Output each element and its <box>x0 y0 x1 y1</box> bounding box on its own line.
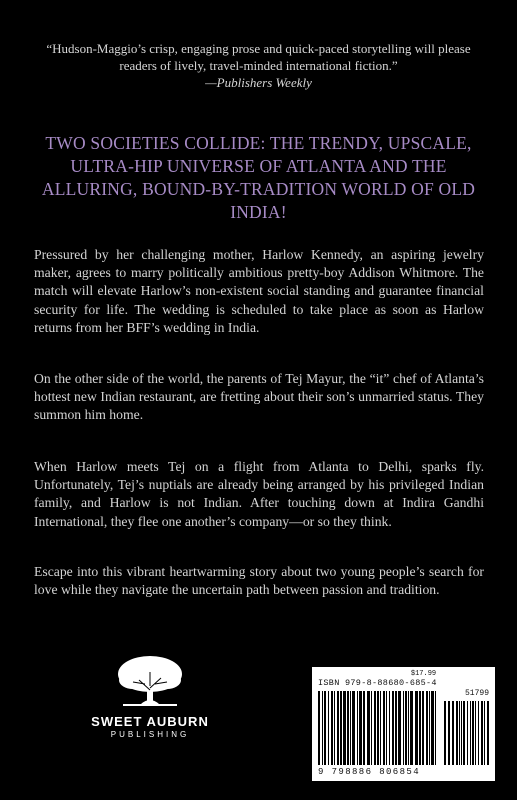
quote-attribution: —Publishers Weekly <box>205 75 312 90</box>
synopsis-paragraph: When Harlow meets Tej on a flight from Atlanta to Delhi, sparks fly. Unfortunately, Tej’s nuptials are already being arranged by his privileged Indian family, and Harlow is not Indian. After touching down at Indira Gandhi International, they flee one another’s company—or so they think. <box>34 459 484 529</box>
review-quote <box>40 40 477 91</box>
isbn-label: ISBN 979-8-88680-685-4 <box>318 678 437 688</box>
publisher-name: SWEET AUBURN <box>91 714 209 729</box>
tree-icon <box>115 652 185 712</box>
addon-code: 51799 <box>464 689 489 698</box>
synopsis-paragraph: On the other side of the world, the parents of Tej Mayur, the “it” chef of Atlanta’s hottest new Indian restaurant, are fretting about their son’s unmarried status. They summon him home. <box>34 371 484 423</box>
ean-number: 9 798886 806854 <box>318 767 421 777</box>
barcode-bars <box>318 691 489 767</box>
publisher-logo <box>75 652 225 752</box>
synopsis-paragraph: Escape into this vibrant heartwarming story about two young people’s search for love while they navigate the uncertain path between passion and tradition. <box>34 564 484 598</box>
synopsis-paragraph: Pressured by her challenging mother, Harlow Kennedy, an aspiring jewelry maker, agrees to marry politically ambitious pretty-boy Addison Whitmore. The match will elevate Harlow’s non-existent social standing and guarantee financial security for life. The wedding is scheduled to take place as soon as Harlow returns from her BFF’s wedding in India. <box>34 247 484 335</box>
publisher-sub: PUBLISHING <box>110 730 190 739</box>
tagline: TWO SOCIETIES COLLIDE: THE TRENDY, UPSCALE, ULTRA-HIP UNIVERSE OF ATLANTA AND THE ALLURING, BOUND-BY-TRADITION WORLD OF OLD INDIA! <box>41 133 476 222</box>
quote-text: “Hudson-Maggio’s crisp, engaging prose and quick-paced storytelling will please readers of lively, travel-minded international fiction.” <box>46 41 471 73</box>
isbn-barcode <box>312 667 495 781</box>
price-label: $17.99 <box>410 670 437 678</box>
